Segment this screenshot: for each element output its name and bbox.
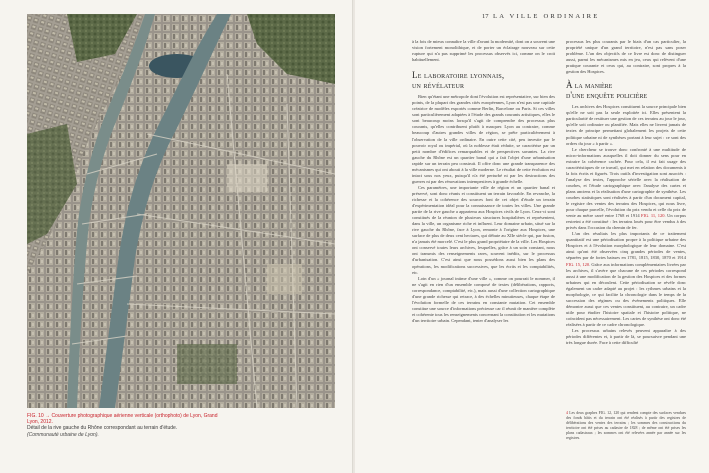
figure-reference[interactable]: FIG. 15, 120 [566,261,590,267]
caption-title: FIG. 10 → Couverture photographique aérienne verticale (orthophoto) de Lyon, Grand Lyon, 2012. [27,413,218,426]
paragraph [566,231,686,328]
paragraph: Ces paramètres, une importante ville de région et un quartier banal et préservé, sont donc réunis et constituent un terrain favorable. En revanche, la richesse et la cohérence des sources font de cet objet d'étude un terrain d'expérimentation idéal pour la connaissance de toutes les villes. Une grande partie de la rive gauche a appartenu aux Hospices civils de Lyon. Ceux-ci sont constitués de la réunion de plusieurs structures hospitalières et représentent, dans la ville, un organisme riche et influent. Leur domaine urbain, situé sur la rive gauche du Rhône, face à Lyon, remonte à l'origine aux Hospices, une surface de plus de deux cent hectares, qui débute au XIIe siècle qui, par fusion, n'a jamais été morcelé. C'est le plus grand propriétaire de la ville. Les Hospices ont conservé toutes leurs archives, lesquelles, grâce à un soin constant, nous ont transmis des renseignements rares, souvent inédits, sur le processus d'urbanisation. C'est ainsi que nous possédons aussi bien les plans des opérations, les modifications successives, que les écrits et les comptabilités, etc. [412,184,555,275]
figure-reference[interactable]: FIG. 11, 120 [641,213,665,219]
footnote [566,411,686,441]
heading-line: Le laboratoire lyonnais, [412,70,505,81]
paragraph: Loin d'un « journal intime d'une ville », comme on pourrait le nommer, il ne s'agit en rien d'un ensemble composé de textes (délibérations, rapports, correspondance, comptabilité, etc.), mais aussi d'une collection cartographique d'une grande richesse qui retrace, à des échelles minutieuses, chaque étape de l'évolution formelle de ces terrains en constante mutation. Cet ensemble constitue une source d'informations précieuse car il réunit de manière complète et cohérente tous les renseignements concernant la constitution et les mutations d'un territoire urbain. Cependant, tenter d'analyser les [412,275,555,323]
paragraph-text: L'un des résultats les plus importants de ce traitement quantitatif est une périodisation propre à la politique urbaine des Hospices et à l'évolution morphologique de leur domaine. C'est ainsi qu'ont été observées cinq grandes périodes de ventes, séparées par de fortes baisses en 1781, 1815, 1830, 1870 et 1914 [566,231,686,261]
running-title: LA VILLE ORDINAIRE [493,13,600,20]
left-page [0,0,354,473]
paragraph-text: Le chercheur se trouve donc confronté à une multitude de micro-informations auxquelles il doit donner du sens pour en extraire la cohérence cachée. Pour cela, il est fait usage des caractéristiques de ce travail, qui met en relation des documents à la fois écrits et figurés. Trois outils d'investigation sont associés : l'analyse des textes, l'approche sérielle avec la réalisation de courbes, et l'étude cartographique avec l'analyse des cartes et plans anciens et la réalisation d'une cartographie de synthèse. Les courbes statistiques sont réalisées à partir d'un document capital, le registre des ventes des terrains des Hospices, qui nous livre, pour chaque parcelle, l'évolution du prix vendu et celle du prix de vente au mètre carré entre 1768 et 1914 [566,146,686,219]
paragraph: Les archives des Hospices constituent la source principale bien qu'elle ne soit pas la seule exploitée ici. Elles présentent la particularité de restituer une gestion de ces terrains au jour le jour, qu'elle soit ordinaire ou planifiée. Mais elles ne livrent jamais de textes de principe permettant globalement les projets de cette politique urbaine ni de synthèses portant à leur sujet : ce sont des ordres du jour « à partir ». [566,104,686,146]
page-number: 17 [482,13,489,20]
text-column-2 [566,39,686,346]
paragraph: Bien qu'étant une métropole dont l'évolution est représentative, sur bien des points, de la plupart des grandes cités européennes, Lyon n'est pas une capitale créatrice de modèles exportés comme Berlin, Barcelone ou Paris. Si ces villes sont particulièrement adaptées à l'étude des grands courants artistiques, elles le sont beaucoup moins lorsqu'il s'agit de comprendre des processus plus courants, qu'elles contribuent plutôt à masquer. Lyon au contraire, comme beaucoup d'autres grandes villes de région, se prête particulièrement à l'observation de la ville ordinaire. En outre cette cité, peu investie par le pouvoir royal ou impérial, où la noblesse était réduite, se caractérise par un petit nombre d'édifices remarquables et de perspectives savantes. La rive gauche du Rhône est un quartier banal qui a fait l'objet d'une urbanisation rapide sur un terrain peu construit. Il offre donc une grande transparence des mécanismes qui ont abouti à la ville moderne. Le résultat de cette évolution est intact sous nos yeux, puisqu'il n'a été perturbé ni par les destructions des guerres ni par des rénovations intempestives à grande échelle. [412,94,555,184]
heading-line: un révélateur [412,79,465,90]
heading-line: d'une enquête policière [566,89,648,100]
heading-line: À la manière [566,80,613,91]
paragraph: Les processus urbains relevés peuvent apparaître à des périodes différentes et, à partir de là, se poursuivre pendant une très longue durée. Face à cette difficulté [566,328,686,346]
section-heading-enquete [566,81,686,100]
paragraph: à la fois de mieux connaître la ville d'avant la modernité, dont on a souvent une vision fortement monolithique, et de porter un éclairage nouveau sur cette rupture qui n'a pas supprimé les processus observés ici, comme on le croit habituellement. [412,39,555,63]
figure-caption [27,413,227,438]
section-heading-laboratoire [412,71,555,90]
caption-credit: (Communauté urbaine de Lyon). [27,431,99,438]
aerial-photo-image [27,14,335,408]
paragraph [566,147,686,232]
aerial-photo-lyon [27,14,335,408]
footnote-mark: 4 [566,411,568,415]
paragraph: processus les plus courants par le biais d'un cas particulier, la propriété unique d'un grand territoire, n'est pas sans poser problème. L'un des objectifs de ce livre est donc de distinguer aussi, parmi les mécanismes mis en jeu, ceux qui relèvent d'une pratique courante et ceux qui, au contraire, sont propres à la gestion des Hospices. [566,39,686,75]
footnote-text: Les deux graphes FIG. 12, 120 qui rendent compte des surfaces vendues des fonds bâtis et du terrain ont été réalisés à partir des registres de délibérations des ventes des terrains ; les sommes des constructions du territoire ont été prises au cadastre de 1828 ; de même ont été prises les plans cadastraux ; les sommes ont été relevées année par année sur les registres. [566,411,686,440]
text-column-1 [412,39,555,324]
caption-description: Détail de la rive gauche du Rhône correspondant au terrain d'étude. [27,425,178,432]
paragraph-text: . Un corpus restreint a été constitué : les terrains loués pour être vendus à des privés dans l'occasion du chemin de fer. [566,213,687,231]
paragraph-text: . Grâce aux informations complémentaires livrées par les archives, il s'avère que chacune de ces périodes correspond aussi à une modification de la gestion des Hospices et des formes urbaines qui en découlent. Cette périodisation se révèle donc également un cadre adapté au projet : les rythmes urbains et la morphologie, ce qui facilite la chronologie dans le temps de la succession des régimes ou des événements politiques. Elle démontre aussi que ces ventes constituent, au contraire, un cadre utile pour étudier l'histoire spatiale et l'histoire politique, ne coïncident pas nécessairement. Les cartes de synthèse ont donc été réalisées à partir de ce cadre chronologique. [566,261,686,327]
